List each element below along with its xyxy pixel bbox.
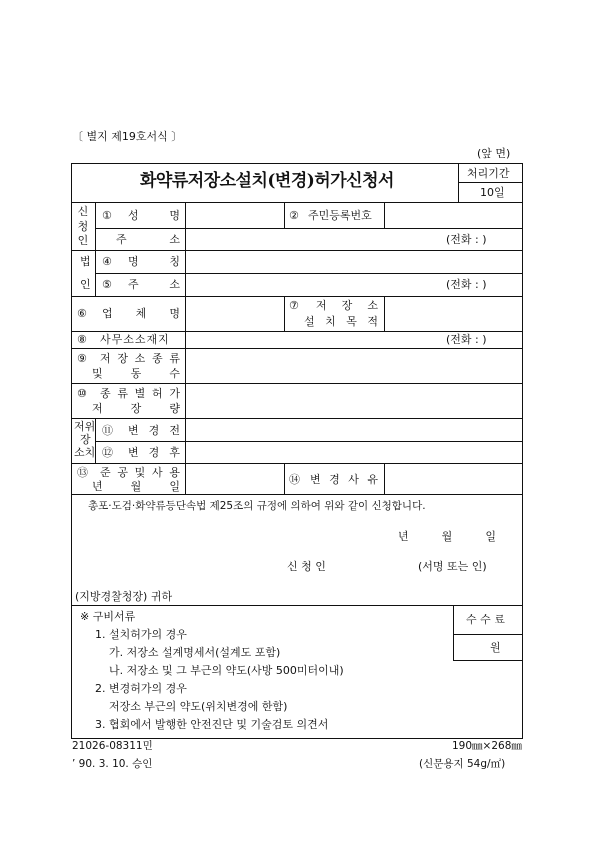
declaration-text: 총포·도검·화약류등단속법 제25조의 규정에 의하여 위와 같이 신청합니다. xyxy=(88,500,426,512)
change-reason-number: ⑭ xyxy=(289,473,300,486)
permit-amount-line1: 종 류 별 허 가 xyxy=(100,387,180,400)
business-name-number: ⑥ xyxy=(77,307,87,320)
form-title: 화약류저장소설치(변경)허가신청서 xyxy=(140,171,394,191)
storage-type-number: ⑨ xyxy=(77,352,87,365)
location-before-label: 변 경 전 xyxy=(128,424,180,437)
location-group-bottom: 소치 xyxy=(74,446,96,459)
processing-period-label: 처리기간 xyxy=(467,167,510,180)
applicant-name-label: 성 명 xyxy=(128,209,180,222)
processing-period-value: 10일 xyxy=(480,186,505,199)
corporation-group-top: 법 xyxy=(80,255,91,268)
corporation-phone: (전화 : ) xyxy=(446,278,487,291)
storage-type-line2: 및 동 수 xyxy=(92,367,180,380)
page-side-label: (앞 면) xyxy=(477,147,511,160)
applicant-address-label: 주 소 xyxy=(116,233,180,246)
document-item: 2. 변경허가의 경우 xyxy=(95,682,187,695)
document-item: 나. 저장소 및 그 부근의 약도(사방 500미터이내) xyxy=(109,664,344,677)
form-code: 21026-08311민 xyxy=(72,740,153,752)
location-before-number: ⑪ xyxy=(102,424,113,437)
addressee: (지방경찰청장) 귀하 xyxy=(75,590,173,603)
rrn-number: ② xyxy=(289,209,299,222)
application-date: 년 월 일 xyxy=(398,530,496,543)
form-number-label: 〔 별지 제19호서식 〕 xyxy=(72,130,183,143)
approval-date: ’ 90. 3. 10. 승인 xyxy=(72,758,153,770)
permit-amount-line2: 저 장 량 xyxy=(92,402,180,415)
corporation-address-number: ⑤ xyxy=(102,278,112,291)
corporation-group-bottom: 인 xyxy=(80,278,91,291)
office-label: 사무소소재지 xyxy=(100,333,170,346)
fee-label: 수 수 료 xyxy=(466,613,505,626)
corporation-name-label: 명 칭 xyxy=(128,255,180,268)
applicant-group-label: 신 청 인 xyxy=(77,205,89,247)
location-after-label: 변 경 후 xyxy=(128,446,180,459)
signature-hint: (서명 또는 인) xyxy=(418,560,487,573)
applicant-name-number: ① xyxy=(102,209,112,222)
document-item: 저장소 부근의 약도(위치변경에 한함) xyxy=(109,700,288,713)
change-reason-label: 변 경 사 유 xyxy=(310,473,378,486)
document-item: 3. 협회에서 발행한 안전진단 및 기술검토 의견서 xyxy=(95,718,329,731)
documents-header: ※ 구비서류 xyxy=(80,610,136,623)
office-phone: (전화 : ) xyxy=(446,333,487,346)
purpose-label-line1: 저 장 소 xyxy=(316,299,378,312)
signer-label: 신 청 인 xyxy=(287,560,326,573)
purpose-number: ⑦ xyxy=(289,299,299,312)
purpose-label-line2: 설 치 목 적 xyxy=(304,315,378,328)
fee-unit: 원 xyxy=(490,641,501,654)
location-group-top: 저위 xyxy=(74,420,96,433)
business-name-label: 업 체 명 xyxy=(102,307,180,320)
paper-type: (신문용지 54g/㎡) xyxy=(419,758,506,770)
document-item: 가. 저장소 설계명세서(설계도 포함) xyxy=(109,646,281,659)
office-number: ⑧ xyxy=(77,333,87,346)
permit-amount-number: ⑩ xyxy=(77,387,87,400)
rrn-label: 주민등록번호 xyxy=(308,209,372,222)
applicant-phone: (전화 : ) xyxy=(446,233,487,246)
paper-size: 190㎜×268㎜ xyxy=(452,740,522,752)
corporation-address-label: 주 소 xyxy=(128,278,180,291)
completion-line2: 년 월 일 xyxy=(92,480,180,493)
completion-line1: 준 공 및 사 용 xyxy=(100,466,180,479)
corporation-name-number: ④ xyxy=(102,255,112,268)
document-item: 1. 설치허가의 경우 xyxy=(95,628,187,641)
completion-number: ⑬ xyxy=(77,466,88,479)
location-after-number: ⑫ xyxy=(102,446,113,459)
storage-type-line1: 저 장 소 종 류 xyxy=(100,352,180,365)
location-group-mid: 장 xyxy=(80,433,91,446)
